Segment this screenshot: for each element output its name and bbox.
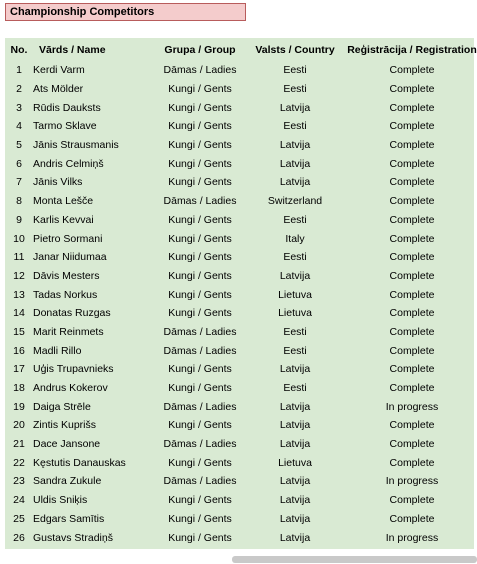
cell-group: Dāmas / Ladies <box>163 195 237 208</box>
table-row <box>5 491 477 510</box>
cell-no: 19 <box>13 400 25 413</box>
column-header-country: Valsts / Country <box>255 43 335 56</box>
cell-country: Latvija <box>279 363 311 376</box>
cell-country: Latvija <box>279 531 311 544</box>
cell-group: Kungi / Gents <box>168 232 232 245</box>
cell-name: Daiga Strēle <box>33 400 91 413</box>
table-body <box>5 61 477 547</box>
cell-name: Andrus Kokerov <box>33 382 108 395</box>
cell-no: 12 <box>13 269 25 282</box>
cell-name: Edgars Samītis <box>33 512 105 525</box>
table-row <box>5 304 477 323</box>
table-row <box>5 80 477 99</box>
cell-no: 24 <box>13 494 25 507</box>
cell-registration: In progress <box>385 475 439 488</box>
cell-country: Eesti <box>283 344 307 357</box>
cell-no: 23 <box>13 475 25 488</box>
cell-name: Madli Rillo <box>33 344 82 357</box>
table-row <box>5 61 477 80</box>
cell-group: Kungi / Gents <box>168 531 232 544</box>
cell-country: Eesti <box>283 382 307 395</box>
cell-name: Gustavs Stradiņš <box>33 531 113 544</box>
cell-registration: Complete <box>389 157 435 170</box>
cell-registration: Complete <box>389 176 435 189</box>
cell-country: Latvija <box>279 176 311 189</box>
table-row <box>5 323 477 342</box>
cell-registration: Complete <box>389 363 435 376</box>
cell-name: Sandra Zukule <box>33 475 102 488</box>
cell-no: 16 <box>13 344 25 357</box>
cell-country: Eesti <box>283 325 307 338</box>
cell-no: 25 <box>13 512 25 525</box>
cell-group: Kungi / Gents <box>168 512 232 525</box>
table-row <box>5 341 477 360</box>
cell-group: Dāmas / Ladies <box>163 325 237 338</box>
cell-no: 26 <box>13 531 25 544</box>
cell-no: 10 <box>13 232 25 245</box>
cell-name: Donatas Ruzgas <box>33 307 111 320</box>
cell-registration: Complete <box>389 512 435 525</box>
cell-group: Kungi / Gents <box>168 213 232 226</box>
cell-country: Lietuva <box>278 456 312 469</box>
cell-no: 17 <box>13 363 25 376</box>
table-row <box>5 267 477 286</box>
cell-no: 14 <box>13 307 25 320</box>
cell-country: Latvija <box>279 494 311 507</box>
cell-no: 18 <box>13 382 25 395</box>
cell-registration: Complete <box>389 232 435 245</box>
cell-name: Janar Niidumaa <box>33 251 107 264</box>
cell-no: 11 <box>13 251 25 264</box>
cell-group: Kungi / Gents <box>168 288 232 301</box>
cell-country: Eesti <box>283 120 307 133</box>
cell-name: Rūdis Dauksts <box>33 101 101 114</box>
table-row <box>5 360 477 379</box>
cell-registration: Complete <box>389 269 435 282</box>
table-row <box>5 528 477 547</box>
cell-group: Kungi / Gents <box>168 494 232 507</box>
table-row <box>5 136 477 155</box>
cell-no: 7 <box>16 176 22 189</box>
cell-no: 1 <box>16 64 22 77</box>
cell-group: Kungi / Gents <box>168 363 232 376</box>
cell-country: Latvija <box>279 400 311 413</box>
cell-no: 4 <box>16 120 22 133</box>
cell-registration: Complete <box>389 438 435 451</box>
column-header-name: Vārds / Name <box>39 43 106 56</box>
cell-country: Latvija <box>279 438 311 451</box>
cell-registration: Complete <box>389 195 435 208</box>
cell-country: Latvija <box>279 269 311 282</box>
cell-country: Latvija <box>279 101 311 114</box>
cell-no: 20 <box>13 419 25 432</box>
column-header-no: No. <box>10 43 28 56</box>
cell-name: Zintis Kuprišs <box>33 419 97 432</box>
cell-country: Latvija <box>279 419 311 432</box>
cell-name: Andris Celmiņš <box>33 157 104 170</box>
cell-group: Kungi / Gents <box>168 139 232 152</box>
competitors-table <box>5 38 477 547</box>
table-row <box>5 173 477 192</box>
cell-name: Dāvis Mesters <box>33 269 100 282</box>
cell-country: Latvija <box>279 139 311 152</box>
cell-group: Dāmas / Ladies <box>163 475 237 488</box>
cell-country: Lietuva <box>278 307 312 320</box>
cell-name: Jānis Strausmanis <box>33 139 119 152</box>
cell-country: Lietuva <box>278 288 312 301</box>
cell-group: Kungi / Gents <box>168 307 232 320</box>
cell-name: Monta Lešče <box>33 195 94 208</box>
cell-registration: Complete <box>389 344 435 357</box>
cell-registration: Complete <box>389 251 435 264</box>
cell-registration: Complete <box>389 419 435 432</box>
cell-name: Pietro Sormani <box>33 232 103 245</box>
table-row <box>5 510 477 529</box>
cell-country: Eesti <box>283 83 307 96</box>
cell-registration: Complete <box>389 382 435 395</box>
table-row <box>5 416 477 435</box>
cell-name: Kerdi Varm <box>33 64 85 77</box>
cell-no: 2 <box>16 83 22 96</box>
cell-group: Dāmas / Ladies <box>163 400 237 413</box>
table-row <box>5 379 477 398</box>
table-row <box>5 472 477 491</box>
cell-name: Jānis Vilks <box>33 176 83 189</box>
cell-group: Kungi / Gents <box>168 83 232 96</box>
cell-name: Uldis Sniķis <box>33 494 88 507</box>
cell-name: Tarmo Sklave <box>33 120 97 133</box>
table-row <box>5 98 477 117</box>
cell-country: Latvija <box>279 157 311 170</box>
cell-group: Dāmas / Ladies <box>163 344 237 357</box>
cell-no: 6 <box>16 157 22 170</box>
cell-registration: Complete <box>389 213 435 226</box>
cell-name: Kęstutis Danauskas <box>33 456 126 469</box>
cell-group: Kungi / Gents <box>168 101 232 114</box>
cell-country: Eesti <box>283 64 307 77</box>
cell-group: Kungi / Gents <box>168 157 232 170</box>
cell-no: 3 <box>16 101 22 114</box>
cell-group: Kungi / Gents <box>168 176 232 189</box>
horizontal-scrollbar[interactable] <box>232 556 477 563</box>
cell-no: 9 <box>16 213 22 226</box>
cell-registration: Complete <box>389 288 435 301</box>
cell-group: Kungi / Gents <box>168 382 232 395</box>
cell-registration: Complete <box>389 456 435 469</box>
cell-group: Kungi / Gents <box>168 456 232 469</box>
cell-name: Dace Jansone <box>33 438 101 451</box>
page-title: Championship Competitors <box>5 3 246 21</box>
table-row <box>5 229 477 248</box>
cell-no: 15 <box>13 325 25 338</box>
cell-registration: Complete <box>389 325 435 338</box>
column-header-group: Grupa / Group <box>164 43 236 56</box>
cell-name: Uģis Trupavnieks <box>33 363 114 376</box>
cell-registration: Complete <box>389 494 435 507</box>
cell-registration: In progress <box>385 531 439 544</box>
cell-group: Dāmas / Ladies <box>163 64 237 77</box>
table-row <box>5 154 477 173</box>
cell-registration: Complete <box>389 64 435 77</box>
cell-country: Switzerland <box>267 195 323 208</box>
table-row <box>5 117 477 136</box>
cell-registration: Complete <box>389 139 435 152</box>
cell-group: Kungi / Gents <box>168 251 232 264</box>
cell-name: Tadas Norkus <box>33 288 98 301</box>
cell-group: Dāmas / Ladies <box>163 438 237 451</box>
cell-country: Italy <box>285 232 305 245</box>
table-row <box>5 248 477 267</box>
cell-group: Kungi / Gents <box>168 120 232 133</box>
table-row <box>5 435 477 454</box>
cell-country: Eesti <box>283 213 307 226</box>
table-row <box>5 211 477 230</box>
cell-group: Kungi / Gents <box>168 419 232 432</box>
cell-group: Kungi / Gents <box>168 269 232 282</box>
table-header-row <box>5 38 477 61</box>
cell-no: 22 <box>13 456 25 469</box>
cell-no: 13 <box>13 288 25 301</box>
cell-registration: Complete <box>389 83 435 96</box>
cell-registration: Complete <box>389 120 435 133</box>
cell-country: Eesti <box>283 251 307 264</box>
table-row <box>5 453 477 472</box>
column-header-registration: Reģistrācija / Registration <box>347 43 477 56</box>
cell-registration: Complete <box>389 101 435 114</box>
cell-no: 8 <box>16 195 22 208</box>
cell-country: Latvija <box>279 512 311 525</box>
cell-name: Karlis Kevvai <box>33 213 94 226</box>
cell-no: 21 <box>13 438 25 451</box>
table-row <box>5 285 477 304</box>
table-row <box>5 397 477 416</box>
competitors-table-container <box>5 38 477 549</box>
cell-registration: In progress <box>385 400 439 413</box>
table-row <box>5 192 477 211</box>
cell-no: 5 <box>16 139 22 152</box>
cell-name: Ats Mölder <box>33 83 84 96</box>
cell-registration: Complete <box>389 307 435 320</box>
cell-name: Marit Reinmets <box>33 325 104 338</box>
cell-country: Latvija <box>279 475 311 488</box>
